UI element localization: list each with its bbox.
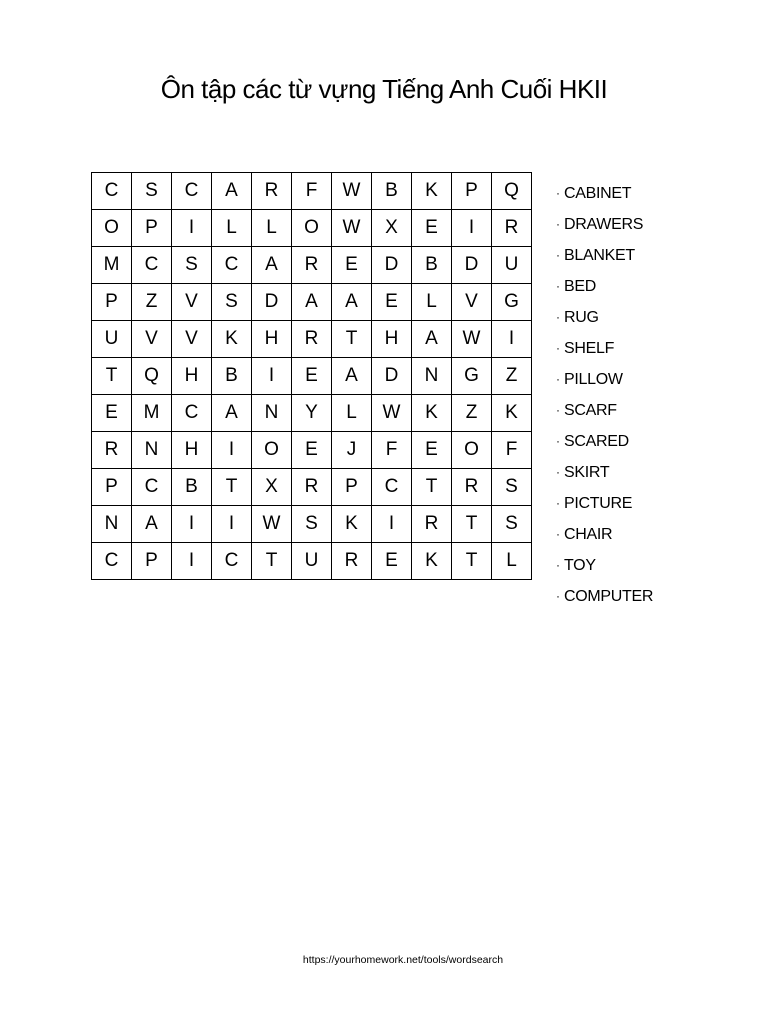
grid-cell: Z	[132, 284, 172, 321]
bullet-icon: ·	[556, 217, 560, 231]
grid-cell: D	[452, 247, 492, 284]
grid-cell: D	[372, 247, 412, 284]
grid-cell: A	[132, 506, 172, 543]
grid-cell: D	[252, 284, 292, 321]
grid-cell: C	[92, 173, 132, 210]
grid-cell: P	[92, 284, 132, 321]
grid-row	[92, 247, 532, 284]
grid-cell: U	[492, 247, 532, 284]
grid-row	[92, 321, 532, 358]
grid-cell: H	[372, 321, 412, 358]
word-label: CHAIR	[564, 526, 613, 543]
grid-cell: L	[332, 395, 372, 432]
grid-cell: S	[172, 247, 212, 284]
grid-cell: T	[452, 506, 492, 543]
grid-cell: W	[452, 321, 492, 358]
grid-cell: V	[132, 321, 172, 358]
grid-cell: Q	[132, 358, 172, 395]
bullet-icon: ·	[556, 527, 560, 541]
grid-row	[92, 284, 532, 321]
grid-cell: U	[292, 543, 332, 580]
grid-cell: B	[412, 247, 452, 284]
grid-cell: C	[132, 247, 172, 284]
grid-cell: R	[292, 247, 332, 284]
grid-cell: F	[372, 432, 412, 469]
grid-cell: P	[132, 543, 172, 580]
grid-cell: L	[212, 210, 252, 247]
word-list-item	[556, 550, 653, 581]
grid-cell: C	[212, 247, 252, 284]
bullet-icon: ·	[556, 589, 560, 603]
grid-cell: I	[172, 543, 212, 580]
word-label: PILLOW	[564, 371, 623, 388]
grid-cell: W	[332, 210, 372, 247]
grid-cell: C	[172, 395, 212, 432]
grid-cell: H	[172, 432, 212, 469]
word-label: SCARF	[564, 402, 617, 419]
word-list-item	[556, 488, 653, 519]
word-list-item	[556, 178, 653, 209]
grid-cell: V	[452, 284, 492, 321]
grid-row	[92, 395, 532, 432]
grid-cell: H	[172, 358, 212, 395]
word-list-item	[556, 581, 653, 612]
grid-cell: P	[332, 469, 372, 506]
grid-cell: N	[92, 506, 132, 543]
grid-cell: E	[332, 247, 372, 284]
grid-cell: C	[372, 469, 412, 506]
grid-cell: I	[212, 506, 252, 543]
grid-cell: Z	[492, 358, 532, 395]
word-list	[556, 178, 653, 612]
grid-cell: R	[292, 469, 332, 506]
grid-cell: N	[132, 432, 172, 469]
grid-cell: O	[292, 210, 332, 247]
word-list-item	[556, 209, 653, 240]
grid-cell: V	[172, 321, 212, 358]
bullet-icon: ·	[556, 496, 560, 510]
grid-cell: S	[492, 469, 532, 506]
grid-cell: R	[332, 543, 372, 580]
bullet-icon: ·	[556, 310, 560, 324]
grid-cell: E	[92, 395, 132, 432]
grid-cell: T	[92, 358, 132, 395]
page-title: Ôn tập các từ vựng Tiếng Anh Cuối HKII	[160, 74, 608, 104]
bullet-icon: ·	[556, 248, 560, 262]
word-label: SKIRT	[564, 464, 610, 481]
grid-cell: P	[132, 210, 172, 247]
grid-cell: R	[452, 469, 492, 506]
grid-cell: M	[132, 395, 172, 432]
grid-cell: E	[372, 284, 412, 321]
grid-cell: A	[332, 358, 372, 395]
grid-cell: K	[412, 395, 452, 432]
grid-cell: D	[372, 358, 412, 395]
grid-cell: V	[172, 284, 212, 321]
grid-cell: T	[452, 543, 492, 580]
grid-cell: K	[412, 173, 452, 210]
grid-cell: O	[252, 432, 292, 469]
word-label: SHELF	[564, 340, 615, 357]
grid-cell: N	[412, 358, 452, 395]
bullet-icon: ·	[556, 558, 560, 572]
bullet-icon: ·	[556, 341, 560, 355]
grid-cell: E	[372, 543, 412, 580]
word-list-item	[556, 271, 653, 302]
grid-cell: N	[252, 395, 292, 432]
grid-cell: E	[292, 432, 332, 469]
grid-cell: K	[412, 543, 452, 580]
grid-cell: O	[452, 432, 492, 469]
grid-cell: L	[412, 284, 452, 321]
grid-cell: T	[212, 469, 252, 506]
grid-cell: W	[252, 506, 292, 543]
grid-cell: R	[252, 173, 292, 210]
grid-row	[92, 543, 532, 580]
grid-cell: S	[132, 173, 172, 210]
grid-cell: F	[492, 432, 532, 469]
grid-cell: K	[492, 395, 532, 432]
word-list-item	[556, 302, 653, 333]
grid-cell: R	[412, 506, 452, 543]
grid-cell: J	[332, 432, 372, 469]
grid-cell: I	[212, 432, 252, 469]
grid-cell: O	[92, 210, 132, 247]
bullet-icon: ·	[556, 403, 560, 417]
word-label: BED	[564, 278, 596, 295]
grid-cell: W	[372, 395, 412, 432]
grid-cell: A	[332, 284, 372, 321]
grid-row	[92, 210, 532, 247]
grid-cell: A	[212, 395, 252, 432]
grid-row	[92, 432, 532, 469]
grid-row	[92, 506, 532, 543]
grid-cell: S	[492, 506, 532, 543]
grid-cell: S	[212, 284, 252, 321]
bullet-icon: ·	[556, 372, 560, 386]
grid-cell: C	[92, 543, 132, 580]
word-label: BLANKET	[564, 247, 635, 264]
grid-cell: Y	[292, 395, 332, 432]
grid-cell: I	[172, 506, 212, 543]
grid-cell: U	[92, 321, 132, 358]
grid-cell: H	[252, 321, 292, 358]
grid-cell: K	[212, 321, 252, 358]
grid-cell: L	[492, 543, 532, 580]
grid-row	[92, 173, 532, 210]
grid-cell: T	[332, 321, 372, 358]
grid-cell: M	[92, 247, 132, 284]
grid-cell: W	[332, 173, 372, 210]
grid-cell: E	[412, 432, 452, 469]
word-search-grid	[91, 172, 532, 580]
grid-cell: P	[452, 173, 492, 210]
grid-cell: C	[132, 469, 172, 506]
word-list-item	[556, 333, 653, 364]
grid-cell: A	[212, 173, 252, 210]
grid-cell: C	[212, 543, 252, 580]
grid-cell: B	[372, 173, 412, 210]
word-list-item	[556, 364, 653, 395]
word-list-item	[556, 426, 653, 457]
grid-cell: T	[412, 469, 452, 506]
grid-cell: K	[332, 506, 372, 543]
grid-cell: B	[212, 358, 252, 395]
grid-row	[92, 358, 532, 395]
grid-cell: Z	[452, 395, 492, 432]
bullet-icon: ·	[556, 186, 560, 200]
word-list-item	[556, 395, 653, 426]
grid-cell: I	[372, 506, 412, 543]
grid-cell: E	[412, 210, 452, 247]
grid-cell: A	[252, 247, 292, 284]
word-label: DRAWERS	[564, 216, 644, 233]
grid-cell: I	[492, 321, 532, 358]
grid-cell: X	[372, 210, 412, 247]
grid-cell: A	[292, 284, 332, 321]
word-label: PICTURE	[564, 495, 633, 512]
grid-cell: R	[292, 321, 332, 358]
word-label: COMPUTER	[564, 588, 654, 605]
grid-cell: G	[492, 284, 532, 321]
grid-row	[92, 469, 532, 506]
grid-cell: R	[92, 432, 132, 469]
grid-cell: E	[292, 358, 332, 395]
word-label: TOY	[564, 557, 596, 574]
grid-cell: B	[172, 469, 212, 506]
word-label: RUG	[564, 309, 599, 326]
grid-cell: I	[252, 358, 292, 395]
grid-cell: C	[172, 173, 212, 210]
grid-cell: T	[252, 543, 292, 580]
grid-cell: P	[92, 469, 132, 506]
word-label: CABINET	[564, 185, 632, 202]
grid-cell: F	[292, 173, 332, 210]
word-list-item	[556, 519, 653, 550]
footer-url: https://yourhomework.net/tools/wordsearch	[302, 954, 504, 966]
grid-cell: S	[292, 506, 332, 543]
bullet-icon: ·	[556, 465, 560, 479]
word-list-item	[556, 240, 653, 271]
grid-cell: G	[452, 358, 492, 395]
bullet-icon: ·	[556, 279, 560, 293]
bullet-icon: ·	[556, 434, 560, 448]
grid-cell: X	[252, 469, 292, 506]
word-label: SCARED	[564, 433, 629, 450]
grid-cell: Q	[492, 173, 532, 210]
grid-cell: A	[412, 321, 452, 358]
grid-cell: I	[452, 210, 492, 247]
word-list-item	[556, 457, 653, 488]
grid-cell: I	[172, 210, 212, 247]
grid-cell: L	[252, 210, 292, 247]
grid-cell: R	[492, 210, 532, 247]
